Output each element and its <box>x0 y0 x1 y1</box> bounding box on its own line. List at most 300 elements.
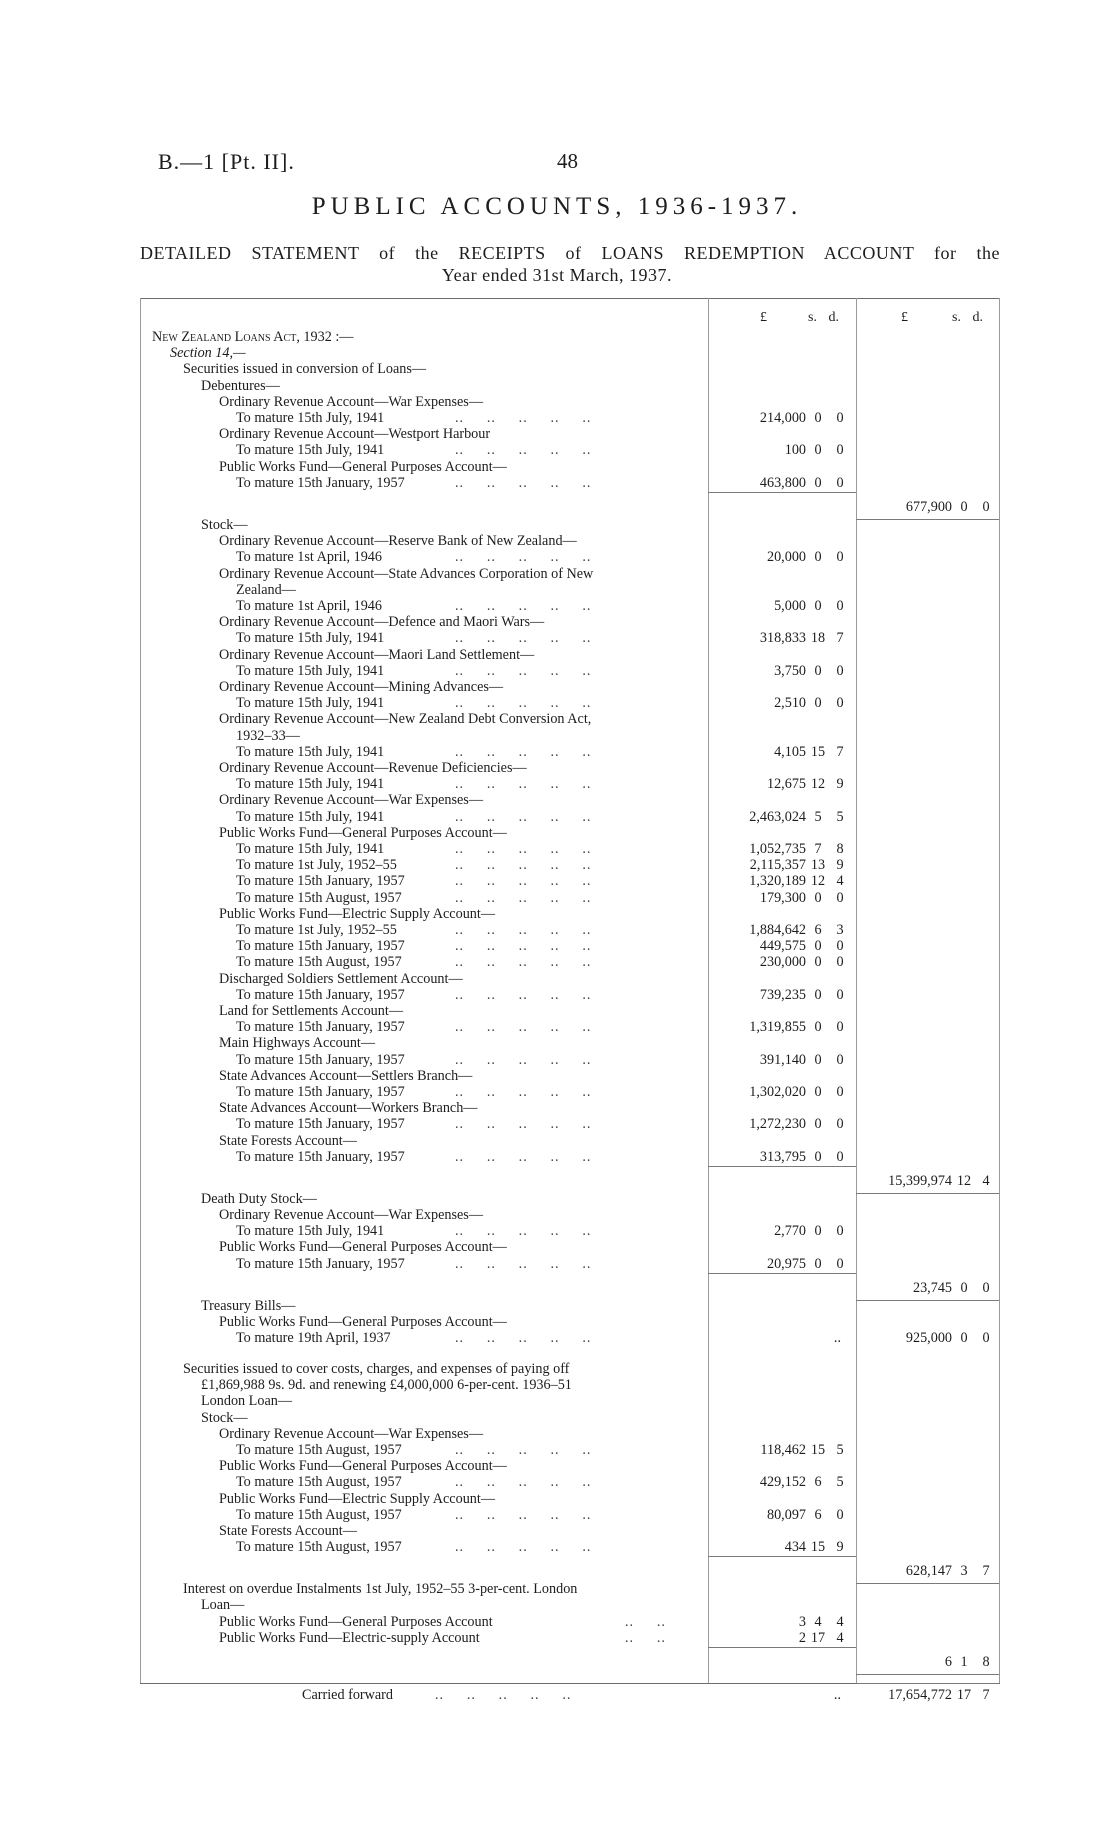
column-header-pounds-right: £ <box>901 310 908 325</box>
amount-pounds: 80,097 <box>766 1506 806 1523</box>
ledger-line <box>0 1239 1114 1255</box>
page-title: PUBLIC ACCOUNTS, 1936-1937. <box>311 193 803 220</box>
ledger-line <box>0 549 1114 565</box>
ledger-line <box>0 1563 1114 1579</box>
ledger-line <box>0 1491 1114 1507</box>
ledger-line-label: Ordinary Revenue Account—Mining Advances— <box>219 678 504 695</box>
amount-pounds: 12,675 <box>766 776 806 793</box>
total-pence: 0 <box>982 1330 990 1347</box>
ledger-line-label: To mature 19th April, 1937 <box>236 1330 391 1347</box>
subtotal-rule <box>708 1273 856 1274</box>
ledger-line <box>0 1523 1114 1539</box>
total-rule <box>856 1674 999 1675</box>
page-number: 48 <box>557 149 578 173</box>
amount-pence: 0 <box>836 1116 844 1133</box>
ledger-line <box>0 1458 1114 1474</box>
leader-dots: .. .. .. .. .. <box>455 889 592 906</box>
ledger-line-label: Stock— <box>201 1409 248 1426</box>
ledger-line <box>0 1393 1114 1409</box>
amount-shillings: 0 <box>814 954 822 971</box>
amount-shillings: 12 <box>810 776 826 793</box>
amount-pence: 0 <box>836 442 844 459</box>
ledger-line <box>0 1003 1114 1019</box>
statement-subtitle: DETAILED STATEMENT of the RECEIPTS of LOANS REDEMPTION ACCOUNT for the <box>140 243 1000 263</box>
ledger-line-label: To mature 15th January, 1957 <box>236 938 405 955</box>
amount-pence: 0 <box>836 954 844 971</box>
total-shillings: 0 <box>960 1330 968 1347</box>
amount-pence: 0 <box>836 986 844 1003</box>
total-pounds: 6 <box>944 1653 952 1670</box>
amount-pounds: 739,235 <box>759 986 806 1003</box>
total-pounds: 628,147 <box>905 1563 952 1580</box>
leader-dots: .. .. .. .. .. <box>455 1019 592 1036</box>
amount-shillings: 0 <box>814 1083 822 1100</box>
carried-forward-rule <box>856 1683 999 1684</box>
ledger-line-label: To mature 15th July, 1941 <box>236 840 385 857</box>
subtotal-rule <box>708 1556 856 1557</box>
ledger-line <box>0 1298 1114 1314</box>
amount-shillings: 13 <box>810 857 826 874</box>
ledger-line-label: Public Works Fund—General Purposes Account— <box>219 1313 507 1330</box>
ledger-line-label: To mature 15th January, 1957 <box>236 986 405 1003</box>
amount-shillings: 15 <box>810 1539 826 1556</box>
ledger-line <box>0 1614 1114 1630</box>
amount-pounds: 179,300 <box>759 889 806 906</box>
ledger-line <box>0 1035 1114 1051</box>
ledger-line-label: London Loan— <box>201 1393 293 1410</box>
amount-shillings: 6 <box>814 1474 822 1491</box>
leader-dots: .. .. .. .. .. <box>455 1330 592 1347</box>
total-pence: 7 <box>982 1686 990 1703</box>
leader-dots: .. .. <box>625 1629 666 1646</box>
ledger-line-label: Ordinary Revenue Account—War Expenses— <box>219 1425 484 1442</box>
ledger-line <box>0 1116 1114 1132</box>
ledger-line-label: Ordinary Revenue Account—Reserve Bank of New Zealand— <box>219 533 577 550</box>
ledger-line <box>0 1597 1114 1613</box>
ledger-line <box>0 1133 1114 1149</box>
amount-pence: 3 <box>836 921 844 938</box>
amount-pounds: 230,000 <box>759 954 806 971</box>
leader-dots: .. .. .. .. .. <box>455 921 592 938</box>
amount-pounds: 214,000 <box>759 410 806 426</box>
amount-shillings: 0 <box>814 938 822 955</box>
ledger-line <box>0 394 1114 410</box>
amount-shillings: 0 <box>814 889 822 906</box>
ledger-line-label: Loan— <box>201 1597 245 1614</box>
column-header-pounds-left: £ <box>760 310 767 325</box>
amount-pence: 0 <box>836 1019 844 1036</box>
ledger-line <box>0 890 1114 906</box>
ledger-line <box>0 582 1114 598</box>
amount-pounds: 3 <box>798 1613 806 1630</box>
ledger-line <box>0 378 1114 394</box>
ledger-line-label: To mature 15th August, 1957 <box>236 889 402 906</box>
ledger-line <box>0 954 1114 970</box>
ledger-line <box>0 1256 1114 1272</box>
ledger-line <box>0 1507 1114 1523</box>
amount-pence: 0 <box>836 1148 844 1165</box>
ledger-line-label: Carried forward <box>302 1686 393 1703</box>
ledger-line <box>0 825 1114 841</box>
ledger-line <box>0 1654 1114 1670</box>
subtotal-rule <box>708 1647 856 1648</box>
leader-dots: .. .. .. .. .. <box>455 1441 592 1458</box>
amount-shillings: 0 <box>814 549 822 566</box>
leader-dots: .. .. .. .. .. <box>455 743 592 760</box>
ledger-line-label: Public Works Fund—Electric Supply Account— <box>219 905 496 922</box>
ledger-line-label: Death Duty Stock— <box>201 1190 317 1207</box>
amount-pounds: 100 <box>784 442 806 459</box>
ledger-line <box>0 1149 1114 1165</box>
ledger-line <box>0 1314 1114 1330</box>
ledger-line-label: Ordinary Revenue Account—War Expenses— <box>219 792 484 809</box>
total-pence: 4 <box>982 1172 990 1189</box>
leader-dots: .. .. .. .. .. <box>455 662 592 679</box>
amount-pounds: 1,302,020 <box>749 1083 806 1100</box>
leader-dots: .. .. .. .. .. <box>455 954 592 971</box>
total-pounds: 17,654,772 <box>888 1686 952 1703</box>
amount-pence: 4 <box>836 1629 844 1646</box>
ledger-line-label: To mature 15th July, 1941 <box>236 743 385 760</box>
total-pence: 7 <box>982 1563 990 1580</box>
leader-dots: .. .. .. .. .. <box>455 1148 592 1165</box>
ledger-line-label: Ordinary Revenue Account—Revenue Deficiencies— <box>219 759 527 776</box>
ledger-line-label: Treasury Bills— <box>201 1297 296 1314</box>
amount-shillings: 0 <box>814 1223 822 1240</box>
amount-shillings: 0 <box>814 474 822 491</box>
amount-pence: 7 <box>836 743 844 760</box>
ledger-line-label: Securities issued to cover costs, charges, and expenses of paying off <box>183 1360 570 1377</box>
ledger-line <box>0 533 1114 549</box>
ledger-line <box>0 744 1114 760</box>
ledger-line <box>0 663 1114 679</box>
ledger-line-label: To mature 15th August, 1957 <box>236 1506 402 1523</box>
ledger-line <box>0 760 1114 776</box>
leader-dots: .. .. .. .. .. <box>455 857 592 874</box>
total-shillings: 12 <box>956 1172 972 1189</box>
amount-pounds: 3,750 <box>774 662 806 679</box>
amount-shillings: 17 <box>810 1629 826 1646</box>
ledger-line <box>0 1474 1114 1490</box>
leader-dots: .. .. .. .. .. <box>455 1083 592 1100</box>
leader-dots: .. .. .. .. .. <box>455 1539 592 1556</box>
leader-dots: .. .. .. .. .. <box>455 1051 592 1068</box>
ledger-line-label: Land for Settlements Account— <box>219 1002 404 1019</box>
ledger-line-label: Public Works Fund—General Purposes Account— <box>219 458 507 475</box>
ledger-line-label: To mature 15th January, 1957 <box>236 1051 405 1068</box>
amount-shillings: 0 <box>814 597 822 614</box>
ledger-line <box>0 971 1114 987</box>
ledger-line <box>0 873 1114 889</box>
amount-pence: 0 <box>836 938 844 955</box>
ledger-line-label: 1932–33— <box>236 727 300 744</box>
leader-dots: .. .. .. .. .. <box>455 873 592 890</box>
leader-dots: .. .. .. .. .. <box>455 776 592 793</box>
leader-dots: .. .. .. .. .. <box>455 1506 592 1523</box>
ledger-line-label: To mature 1st July, 1952–55 <box>236 921 397 938</box>
ledger-line <box>0 1410 1114 1426</box>
ledger-line-label: To mature 15th January, 1957 <box>236 1019 405 1036</box>
table-top-rule <box>140 298 1000 299</box>
ledger-line-label: To mature 15th August, 1957 <box>236 1474 402 1491</box>
ledger-line <box>0 517 1114 533</box>
amount-pounds: 1,884,642 <box>749 921 806 938</box>
leader-dots: .. .. .. .. .. <box>455 474 592 491</box>
ledger-line-label: To mature 15th January, 1957 <box>236 474 405 491</box>
ledger-line <box>0 695 1114 711</box>
ledger-line-label: Ordinary Revenue Account—Westport Harbour <box>219 426 491 443</box>
ledger-line <box>0 426 1114 442</box>
leader-dots: .. .. .. .. .. <box>435 1686 572 1703</box>
leader-dots: .. .. .. .. .. <box>455 1255 592 1272</box>
amount-shillings: 0 <box>814 1019 822 1036</box>
ledger-line-label: State Forests Account— <box>219 1522 357 1539</box>
amount-pounds: 1,319,855 <box>749 1019 806 1036</box>
amount-pence: 4 <box>836 1613 844 1630</box>
ledger-line-label: Discharged Soldiers Settlement Account— <box>219 970 463 987</box>
amount-pounds: 434 <box>784 1539 806 1556</box>
amount-pounds: 2,115,357 <box>749 857 806 874</box>
ledger-line-label: To mature 15th July, 1941 <box>236 410 385 426</box>
total-pounds: 15,399,974 <box>888 1172 952 1189</box>
ledger-line <box>0 1442 1114 1458</box>
amount-pence: 0 <box>836 695 844 712</box>
amount-pence: 5 <box>836 1474 844 1491</box>
amount-shillings: 0 <box>814 1148 822 1165</box>
amount-pence: 0 <box>836 1255 844 1272</box>
ledger-line-label: Zealand— <box>236 581 296 598</box>
ledger-line <box>0 1361 1114 1377</box>
amount-pounds: 1,272,230 <box>749 1116 806 1133</box>
amount-shillings: 5 <box>814 808 822 825</box>
amount-blank: .. <box>833 1330 841 1347</box>
ledger-line <box>0 679 1114 695</box>
amount-pence: 0 <box>836 410 844 426</box>
ledger-line-label: To mature 1st April, 1946 <box>236 597 382 614</box>
ledger-line-label: Public Works Fund—General Purposes Account— <box>219 1458 507 1475</box>
ledger-line-label: Ordinary Revenue Account—War Expenses— <box>219 1207 484 1224</box>
ledger-line-label: Ordinary Revenue Account—Maori Land Settlement— <box>219 646 535 663</box>
leader-dots: .. .. .. .. .. <box>455 549 592 566</box>
total-shillings: 3 <box>960 1563 968 1580</box>
ledger-line <box>0 1191 1114 1207</box>
ledger-line-label: To mature 15th July, 1941 <box>236 776 385 793</box>
ledger-line <box>0 475 1114 491</box>
ledger-line-label: To mature 1st July, 1952–55 <box>236 857 397 874</box>
amount-pence: 4 <box>836 873 844 890</box>
ledger-line-label: Public Works Fund—General Purposes Account— <box>219 824 507 841</box>
ledger-line-label: New Zealand Loans Act, 1932 :— <box>152 329 354 345</box>
amount-pounds: 4,105 <box>774 743 806 760</box>
amount-pounds: 449,575 <box>759 938 806 955</box>
ledger-line-label: To mature 15th January, 1957 <box>236 1116 405 1133</box>
ledger-line <box>0 711 1114 727</box>
amount-pounds: 2,463,024 <box>749 808 806 825</box>
amount-pounds: 1,052,735 <box>749 840 806 857</box>
amount-pounds: 20,975 <box>766 1255 806 1272</box>
ledger-line-label: State Advances Account—Settlers Branch— <box>219 1067 473 1084</box>
column-header-sd-left: s. d. <box>808 310 839 325</box>
ledger-line <box>0 1223 1114 1239</box>
amount-shillings: 0 <box>814 442 822 459</box>
amount-pence: 0 <box>836 1506 844 1523</box>
ledger-line <box>0 841 1114 857</box>
ledger-line <box>0 1581 1114 1597</box>
amount-shillings: 0 <box>814 1116 822 1133</box>
ledger-line-label: To mature 15th July, 1941 <box>236 442 385 459</box>
ledger-line-label: Stock— <box>201 516 248 533</box>
amount-pence: 0 <box>836 1223 844 1240</box>
report-code: B.—1 [Pt. II]. <box>158 149 295 174</box>
amount-shillings: 0 <box>814 410 822 426</box>
ledger-line <box>0 566 1114 582</box>
ledger-line-label: To mature 15th July, 1941 <box>236 695 385 712</box>
amount-blank: .. <box>833 1686 841 1703</box>
ledger-line-label: Debentures— <box>201 377 280 394</box>
leader-dots: .. .. .. .. .. <box>455 840 592 857</box>
amount-pounds: 391,140 <box>759 1051 806 1068</box>
amount-pence: 0 <box>836 1051 844 1068</box>
ledger-line <box>0 1084 1114 1100</box>
leader-dots: .. .. .. .. .. <box>455 630 592 647</box>
amount-pounds: 463,800 <box>759 474 806 491</box>
amount-pence: 5 <box>836 808 844 825</box>
total-shillings: 1 <box>960 1653 968 1670</box>
ledger-line-label: To mature 15th August, 1957 <box>236 1441 402 1458</box>
ledger-line <box>0 499 1114 515</box>
ledger-line <box>0 1330 1114 1346</box>
column-header-sd-right: s. d. <box>952 310 983 325</box>
ledger-line-label: To mature 15th August, 1957 <box>236 1539 402 1556</box>
leader-dots: .. .. .. .. .. <box>455 410 592 426</box>
total-shillings: 0 <box>960 498 968 515</box>
leader-dots: .. .. .. .. .. <box>455 1116 592 1133</box>
ledger-line <box>0 1173 1114 1189</box>
ledger-line-label: To mature 15th July, 1941 <box>236 1223 385 1240</box>
amount-shillings: 6 <box>814 1506 822 1523</box>
ledger-line <box>0 728 1114 744</box>
ledger-line <box>0 361 1114 377</box>
amount-pounds: 1,320,189 <box>749 873 806 890</box>
ledger-line-label: Interest on overdue Instalments 1st July, 1952–55 3-per-cent. London <box>183 1581 578 1598</box>
ledger-line-label: To mature 15th July, 1941 <box>236 808 385 825</box>
statement-period: Year ended 31st March, 1937. <box>441 265 673 285</box>
leader-dots: .. .. .. .. .. <box>455 1474 592 1491</box>
ledger-line-label: To mature 15th January, 1957 <box>236 873 405 890</box>
amount-pence: 9 <box>836 776 844 793</box>
ledger-line-label: Ordinary Revenue Account—New Zealand Debt Conversion Act, <box>219 711 592 728</box>
amount-shillings: 0 <box>814 986 822 1003</box>
amount-pounds: 20,000 <box>766 549 806 566</box>
ledger-line-label: To mature 15th July, 1941 <box>236 630 385 647</box>
total-pence: 8 <box>982 1653 990 1670</box>
ledger-line-label: £1,869,988 9s. 9d. and renewing £4,000,000 6-per-cent. 1936–51 <box>201 1377 572 1394</box>
ledger-line-label: Public Works Fund—General Purposes Account— <box>219 1239 507 1256</box>
ledger-line <box>0 647 1114 663</box>
ledger-line <box>0 345 1114 361</box>
amount-pounds: 429,152 <box>759 1474 806 1491</box>
ledger-line-label: State Forests Account— <box>219 1132 357 1149</box>
ledger-line <box>0 776 1114 792</box>
ledger-line <box>0 1426 1114 1442</box>
ledger-line <box>0 1207 1114 1223</box>
ledger-line-label: Ordinary Revenue Account—State Advances Corporation of New <box>219 565 594 582</box>
total-pounds: 677,900 <box>905 498 952 515</box>
amount-pence: 0 <box>836 662 844 679</box>
ledger-line-label: To mature 15th January, 1957 <box>236 1148 405 1165</box>
ledger-line <box>0 938 1114 954</box>
ledger-line <box>0 1019 1114 1035</box>
ledger-line <box>0 329 1114 345</box>
amount-pence: 0 <box>836 889 844 906</box>
ledger-line <box>0 459 1114 475</box>
leader-dots: .. .. .. .. .. <box>455 808 592 825</box>
amount-pence: 7 <box>836 630 844 647</box>
ledger-line <box>0 1280 1114 1296</box>
amount-shillings: 0 <box>814 695 822 712</box>
ledger-line <box>0 1539 1114 1555</box>
ledger-line-label: Section 14,— <box>170 345 246 362</box>
amount-shillings: 15 <box>810 743 826 760</box>
ledger-line-label: To mature 1st April, 1946 <box>236 549 382 566</box>
amount-pence: 9 <box>836 857 844 874</box>
ledger-line <box>0 410 1114 426</box>
ledger-line-label: To mature 15th January, 1957 <box>236 1083 405 1100</box>
ledger-line <box>0 857 1114 873</box>
ledger-line <box>0 1100 1114 1116</box>
ledger-line <box>0 1068 1114 1084</box>
subtotal-rule <box>708 1166 856 1167</box>
ledger-line-label: Main Highways Account— <box>219 1035 376 1052</box>
ledger-line <box>0 442 1114 458</box>
ledger-line <box>0 1687 1114 1703</box>
amount-pounds: 2,770 <box>774 1223 806 1240</box>
amount-shillings: 7 <box>814 840 822 857</box>
total-pounds: 23,745 <box>912 1279 952 1296</box>
leader-dots: .. .. <box>625 1613 666 1630</box>
ledger-line-label: To mature 15th July, 1941 <box>236 662 385 679</box>
ledger-line <box>0 922 1114 938</box>
ledger-line-label: Public Works Fund—Electric Supply Account— <box>219 1490 496 1507</box>
ledger-line-label: State Advances Account—Workers Branch— <box>219 1100 478 1117</box>
leader-dots: .. .. .. .. .. <box>455 986 592 1003</box>
leader-dots: .. .. .. .. .. <box>455 938 592 955</box>
ledger-line <box>0 1630 1114 1646</box>
ledger-line <box>0 792 1114 808</box>
leader-dots: .. .. .. .. .. <box>455 597 592 614</box>
total-pence: 0 <box>982 498 990 515</box>
leader-dots: .. .. .. .. .. <box>455 442 592 459</box>
amount-shillings: 0 <box>814 662 822 679</box>
ledger-line-label: Public Works Fund—Electric-supply Account <box>219 1629 480 1646</box>
total-shillings: 17 <box>956 1686 972 1703</box>
total-pounds: 925,000 <box>905 1330 952 1347</box>
ledger-line <box>0 614 1114 630</box>
leader-dots: .. .. .. .. .. <box>455 1223 592 1240</box>
amount-shillings: 0 <box>814 1255 822 1272</box>
amount-pence: 0 <box>836 597 844 614</box>
ledger-line <box>0 1377 1114 1393</box>
amount-pounds: 2 <box>798 1629 806 1646</box>
ledger-line-label: Public Works Fund—General Purposes Account <box>219 1613 493 1630</box>
amount-pounds: 5,000 <box>774 597 806 614</box>
amount-pounds: 2,510 <box>774 695 806 712</box>
amount-pence: 0 <box>836 549 844 566</box>
ledger-line-label: Securities issued in conversion of Loans— <box>183 361 427 378</box>
amount-pounds: 318,833 <box>759 630 806 647</box>
amount-shillings: 12 <box>810 873 826 890</box>
amount-shillings: 18 <box>810 630 826 647</box>
